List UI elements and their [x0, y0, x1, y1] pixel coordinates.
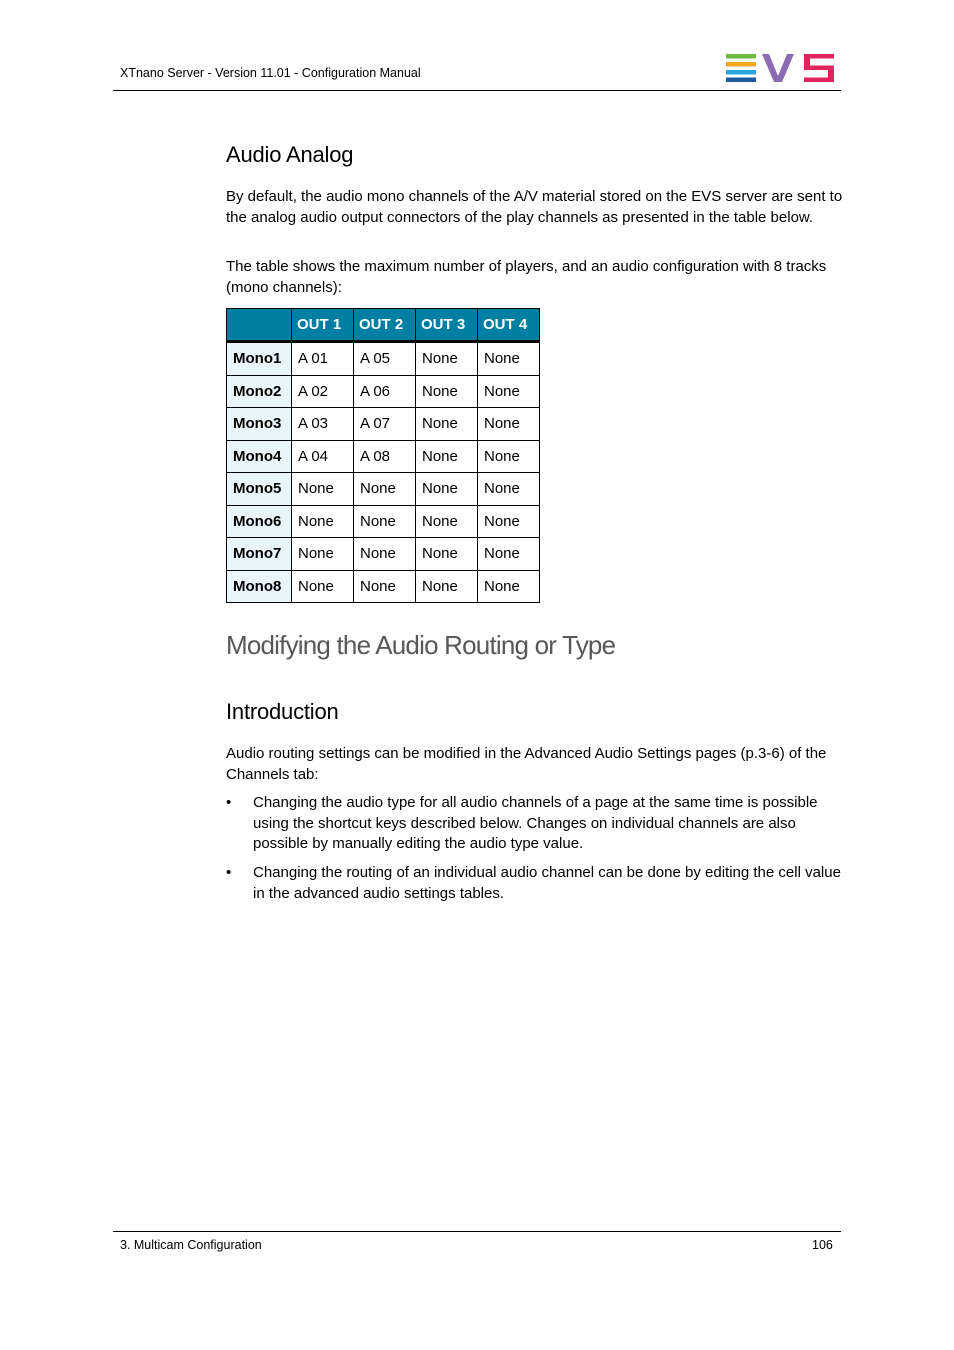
heading-introduction: Introduction — [226, 699, 339, 724]
table-cell: None — [478, 375, 540, 408]
table-row — [227, 375, 540, 408]
table-row — [227, 342, 540, 376]
table-corner-cell — [227, 309, 292, 342]
list-item-text: Changing the audio type for all audio channels of a page at the same time is possible using the shortcut keys described below. Changes on individual channels are also possible by manually editing the audio type value. — [253, 794, 818, 852]
row-header: Mono2 — [227, 375, 292, 408]
table-cell: None — [354, 473, 416, 506]
audio-routing-table — [226, 308, 540, 603]
table-cell: A 06 — [354, 375, 416, 408]
table-cell: None — [416, 570, 478, 603]
table-cell: None — [416, 473, 478, 506]
table-header-row — [227, 309, 540, 342]
row-header: Mono6 — [227, 505, 292, 538]
table-row — [227, 538, 540, 571]
row-header: Mono3 — [227, 408, 292, 441]
table-cell: A 02 — [292, 375, 354, 408]
table-cell: None — [416, 342, 478, 376]
row-header: Mono7 — [227, 538, 292, 571]
table-cell: None — [354, 570, 416, 603]
row-header: Mono1 — [227, 342, 292, 376]
heading-modifying-audio-routing: Modifying the Audio Routing or Type — [226, 630, 616, 660]
column-header: OUT 2 — [354, 309, 416, 342]
paragraph-table-intro: The table shows the maximum number of players, and an audio configuration with 8 tracks (mono channels): — [226, 258, 827, 296]
column-header: OUT 4 — [478, 309, 540, 342]
document-title: XTnano Server - Version 11.01 - Configuration Manual — [120, 66, 421, 80]
table-cell: None — [416, 375, 478, 408]
table-cell: None — [416, 440, 478, 473]
evs-logo — [726, 54, 834, 82]
bullet-icon: • — [226, 864, 232, 881]
table-row — [227, 408, 540, 441]
list-item-text: Changing the routing of an individual audio channel can be done by editing the cell value in the advanced audio settings tables. — [253, 864, 841, 902]
table-cell: None — [416, 538, 478, 571]
table-row — [227, 570, 540, 603]
table-cell: None — [416, 408, 478, 441]
heading-audio-analog: Audio Analog — [226, 142, 354, 167]
table-cell: None — [292, 570, 354, 603]
table-cell: None — [478, 408, 540, 441]
column-header: OUT 1 — [292, 309, 354, 342]
table-row — [227, 505, 540, 538]
table-cell: None — [354, 538, 416, 571]
footer-rule — [113, 1231, 841, 1232]
table-cell: None — [292, 473, 354, 506]
table-cell: None — [292, 538, 354, 571]
table-cell: A 05 — [354, 342, 416, 376]
bullet-icon: • — [226, 794, 232, 811]
row-header: Mono8 — [227, 570, 292, 603]
table-cell: None — [478, 342, 540, 376]
table-cell: None — [478, 473, 540, 506]
paragraph-default-routing: By default, the audio mono channels of the A/V material stored on the EVS server are sent to the analog audio output connectors of the play channels as presented in the table below. — [226, 188, 843, 226]
table-cell: A 07 — [354, 408, 416, 441]
page-number: 106 — [812, 1238, 833, 1252]
table-cell: None — [478, 505, 540, 538]
table-cell: A 04 — [292, 440, 354, 473]
table-cell: None — [292, 505, 354, 538]
paragraph-intro: Audio routing settings can be modified in the Advanced Audio Settings pages (p.3-6) of the Channels tab: — [226, 745, 827, 783]
header-rule — [113, 90, 841, 91]
row-header: Mono4 — [227, 440, 292, 473]
table-row — [227, 473, 540, 506]
table-cell: A 03 — [292, 408, 354, 441]
row-header: Mono5 — [227, 473, 292, 506]
table-cell: A 01 — [292, 342, 354, 376]
table-cell: None — [478, 440, 540, 473]
table-cell: None — [478, 570, 540, 603]
table-cell: None — [416, 505, 478, 538]
footer-chapter: 3. Multicam Configuration — [120, 1238, 262, 1252]
table-cell: A 08 — [354, 440, 416, 473]
table-row — [227, 440, 540, 473]
column-header: OUT 3 — [416, 309, 478, 342]
table-cell: None — [354, 505, 416, 538]
table-cell: None — [478, 538, 540, 571]
